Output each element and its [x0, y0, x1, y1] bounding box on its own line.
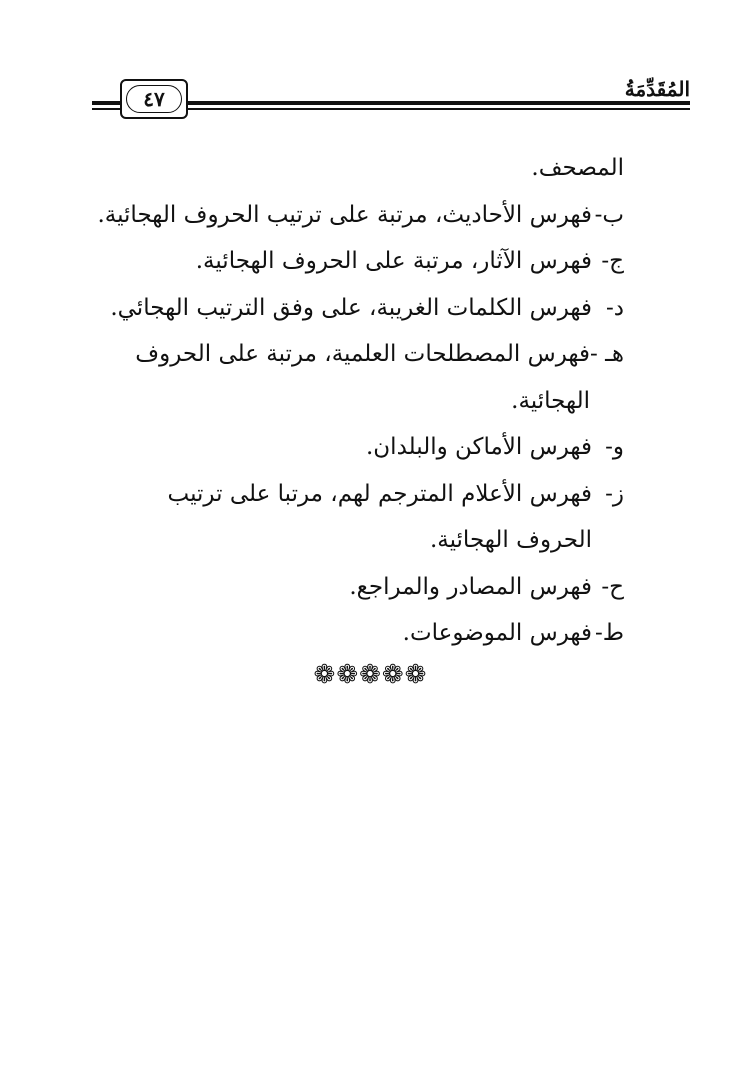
item-marker: ز-	[605, 480, 624, 507]
list-item	[92, 610, 624, 657]
item-marker: د-	[605, 294, 624, 321]
item-text: فهرس الأحاديث، مرتبة على ترتيب الحروف الهجائية.	[97, 201, 592, 228]
page-header	[92, 76, 690, 126]
item-marker: ط-	[594, 620, 624, 646]
item-text: فهرس الأماكن والبلدان.	[365, 434, 592, 460]
list-item	[92, 285, 624, 332]
item-text: فهرس المصادر والمراجع.	[349, 573, 592, 600]
page-body	[92, 145, 624, 657]
list-item	[92, 238, 624, 285]
list-item	[92, 192, 624, 239]
list-item	[92, 331, 624, 424]
list-item	[92, 471, 624, 564]
item-marker: ب-	[594, 201, 624, 228]
item-text: فهرس الموضوعات.	[402, 620, 592, 646]
running-title: المُقَدِّمَةُ	[624, 77, 690, 101]
item-text: فهرس المصطلحات العلمية، مرتبة على الحروف الهجائية.	[135, 341, 590, 414]
page-number-frame	[120, 79, 188, 119]
list-item	[92, 424, 624, 471]
continuation-line: المصحف.	[531, 155, 624, 181]
section-end-ornament: ❁❁❁❁❁	[313, 660, 428, 690]
item-text: فهرس الآثار، مرتبة على الحروف الهجائية.	[195, 248, 592, 274]
item-text: فهرس الأعلام المترجم لهم، مرتبا على ترتيب الحروف الهجائية.	[167, 480, 592, 553]
item-marker: ح-	[601, 573, 624, 600]
item-marker: هـ -	[590, 341, 624, 367]
item-marker: و-	[605, 434, 624, 460]
page-number: ٤٧	[126, 85, 182, 113]
item-marker: ج-	[601, 248, 624, 274]
item-text: فهرس الكلمات الغريبة، على وفق الترتيب الهجائي.	[110, 294, 592, 321]
list-item	[92, 564, 624, 611]
